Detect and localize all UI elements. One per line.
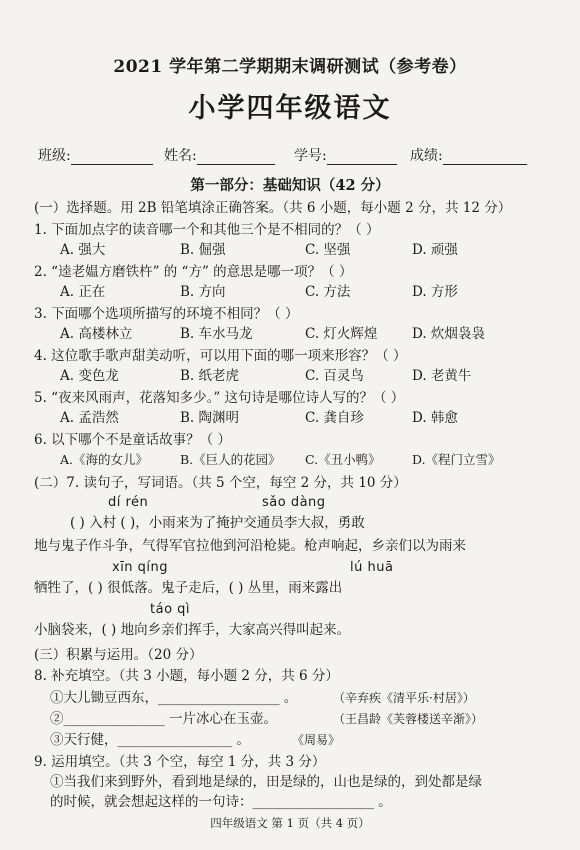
q9-part1-line2[interactable]: 的时候，就会想起这样的一句诗：__________________ 。 [50,794,392,810]
q6-option-a[interactable]: A.《海的女儿》 [60,452,149,467]
student-id-field [294,145,397,165]
q1-option-a[interactable]: A. 强大 [60,242,106,258]
q2-option-a[interactable]: A. 正在 [60,284,106,300]
score-label: 成绩: [410,148,443,164]
pinyin-saodang: sǎo dàng [262,495,326,510]
q2-stem: 2. “逵老媪方磨铁杵” 的 “方” 的意思是哪一项？（ ） [34,264,353,280]
q8-item2-source: （王昌龄《芙蓉楼送辛渐》） [333,712,484,726]
q4-stem: 4. 这位歌手歌声甜美动听，可以用下面的哪一项来形容？（ ） [34,348,407,364]
passage-line4: 小脑袋来，( ) 地向乡亲们挥手，大家高兴得叫起来。 [34,622,351,638]
class-label: 班级: [38,148,71,164]
q8-item3-source: 《周易》 [292,733,341,747]
q1-stem: 1. 下面加点字的读音哪一个和其他三个是不相同的？（ ） [34,222,380,238]
q1-option-b[interactable]: B. 倔强 [180,242,226,258]
q2-option-c[interactable]: C. 方法 [305,284,351,300]
student-id-label: 学号: [294,148,327,164]
q5-stem: 5. “夜来风雨声，花落知多少。” 这句诗是哪位诗人写的？（ ） [34,390,405,406]
q3-stem: 3. 下面哪个选项所描写的环境不相同？（ ） [34,306,299,322]
q8-item2[interactable]: ②_______________ 一片冰心在玉壶。 [50,711,278,727]
q4-option-a[interactable]: A. 变色龙 [60,368,119,384]
q4-option-c[interactable]: C. 百灵鸟 [305,368,364,384]
q8-stem: 8. 补充填空。（共 3 小题，每小题 2 分，共 6 分） [34,668,339,684]
student-id-blank[interactable] [327,149,397,165]
q5-option-d[interactable]: D. 韩愈 [412,410,458,426]
q9-stem: 9. 运用填空。（共 3 个空，每空 1 分，共 3 分） [34,754,326,770]
pinyin-taoqi: táo qì [150,602,191,617]
section1-heading: (一）选择题。用 2B 铅笔填涂正确答案。（共 6 小题，每小题 2 分，共 12 分） [34,200,512,216]
name-blank[interactable] [197,149,275,165]
pinyin-diren: dí rén [108,495,149,510]
class-field [38,145,153,165]
pinyin-xinqing: xīn qíng [112,560,169,575]
pinyin-luhua: lú huā [350,560,394,575]
q3-option-c[interactable]: C. 灯火辉煌 [305,326,378,342]
q8-item1-source: （辛弃疾《清平乐·村居》） [333,691,475,705]
q3-option-b[interactable]: B. 车水马龙 [180,326,253,342]
section2-heading: (二）7. 读句子，写词语。（共 5 个空，每空 2 分，共 10 分） [34,475,407,491]
q5-option-c[interactable]: C. 龚自珍 [305,410,364,426]
page-footer: 四年级语文 第 1 页（共 4 页） [210,816,370,830]
exam-title: 2021 学年第二学期期末调研测试（参考卷） [113,57,467,77]
q8-item3[interactable]: ③天行健，_________________ 。 [50,732,251,748]
q6-option-c[interactable]: C.《丑小鸭》 [305,452,381,467]
q2-option-b[interactable]: B. 方向 [180,284,226,300]
q3-option-d[interactable]: D. 炊烟袅袅 [412,326,485,342]
name-field [164,145,275,165]
passage-line2: 地与鬼子作斗争，气得军官拉他到河沿枪毙。枪声响起，乡亲们以为雨来 [34,538,466,554]
q4-option-d[interactable]: D. 老黄牛 [412,368,472,384]
q3-option-a[interactable]: A. 高楼林立 [60,326,133,342]
q6-option-d[interactable]: D.《程门立雪》 [412,452,501,467]
q4-option-b[interactable]: B. 纸老虎 [180,368,240,384]
q8-item1[interactable]: ①大儿锄豆西东，__________________ 。 [50,690,298,706]
q6-option-b[interactable]: B.《巨人的花园》 [180,452,281,467]
part1-heading: 第一部分：基础知识（42 分） [190,177,390,194]
section3-heading: (三）积累与运用。（20 分） [34,647,203,663]
q6-stem: 6. 以下哪个不是童话故事？（ ） [34,432,231,448]
q2-option-d[interactable]: D. 方形 [412,284,458,300]
subject-title: 小学四年级语文 [188,93,392,124]
passage-line1: ( ) 入村 ( )，小雨来为了掩护交通员李大叔，勇敢 [70,515,365,531]
q1-option-d[interactable]: D. 顽强 [412,242,458,258]
passage-line3: 牺牲了，( ) 很低落。鬼子走后，( ) 丛里，雨来露出 [34,580,343,596]
q5-option-b[interactable]: B. 陶渊明 [180,410,240,426]
q1-option-c[interactable]: C. 坚强 [305,242,351,258]
name-label: 姓名: [164,148,197,164]
class-blank[interactable] [71,149,153,165]
q5-option-a[interactable]: A. 孟浩然 [60,410,119,426]
score-blank[interactable] [443,149,527,165]
score-field [410,145,527,165]
q9-part1-line1: ①当我们来到野外，看到地是绿的，田是绿的，山也是绿的，到处都是绿 [50,774,482,790]
